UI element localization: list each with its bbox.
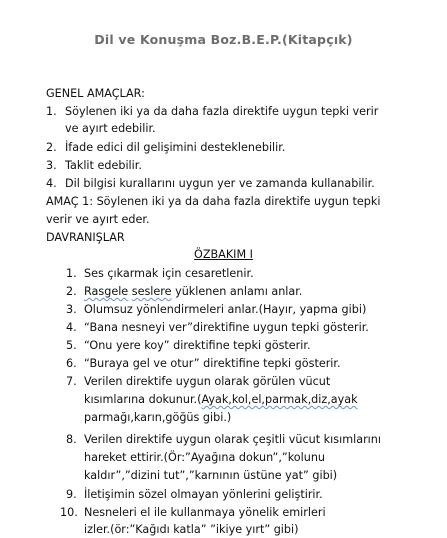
behavior-text: “Onu yere koy” direktifine tepki gösterir. [84,339,311,352]
list-number: 10. [60,506,78,519]
goal-1-text: AMAÇ 1: Söylenen iki ya da daha fazla direktife uygun tepki [46,195,381,208]
general-goal-text: Taklit edebilir. [65,159,142,172]
behavior-text: İletişimin sözel olmayan yönlerini geliştirir. [84,488,323,501]
behavior-text: Nesneleri el ile kullanmaya yönelik emirleri [84,506,326,519]
behavior-text: Verilen direktife uygun olarak görülen vücut [84,375,331,388]
list-number: 5. [66,339,77,352]
section-title: ÖZBAKIM I [194,248,253,261]
behaviors-heading: DAVRANIŞLAR [46,231,125,244]
list-number: 3. [46,159,57,172]
behavior-text: “Bana nesneyi ver”direktifine uygun tepki gösterir. [84,321,369,334]
goal-1-text: verir ve ayırt eder. [46,213,150,226]
behavior-text: parmağı,karın,göğüs gibi.) [84,411,232,424]
list-number: 8. [66,433,77,446]
behavior-text-part: kısımlarına dokunur.( [84,393,202,406]
list-number: 1. [66,267,77,280]
spellcheck-word: Rasgele [84,285,129,298]
behavior-text [84,392,358,408]
spellcheck-word: seslere [131,285,172,298]
list-number: 2. [46,141,57,154]
behavior-text-rest: yüklenen anlamı anlar. [171,285,303,298]
list-number: 4. [66,321,77,334]
behavior-text: Ses çıkarmak için cesaretlenir. [84,267,254,280]
general-goals-heading: GENEL AMAÇLAR: [46,87,145,100]
document-title: Dil ve Konuşma Boz.B.E.P.(Kitapçık) [94,32,353,47]
general-goal-text: Söylenen iki ya da daha fazla direktife uygun tepki verir [65,105,379,118]
behavior-text: “Buraya gel ve otur” direktifine tepki gösterir. [84,357,341,370]
behavior-text: Verilen direktife uygun olarak çeşitli vücut kısımlarını [84,433,381,446]
list-number: 6. [66,357,77,370]
general-goal-text: ve ayırt edebilir. [65,122,156,135]
list-number: 1. [46,105,57,118]
list-number: 4. [46,177,57,190]
list-number: 2. [66,285,77,298]
list-number: 3. [66,303,77,316]
list-number: 7. [66,375,77,388]
behavior-text: kaldır”,”dizini tut”,”karnının üstüne yat” gibi) [84,469,338,482]
list-number: 9. [66,488,77,501]
behavior-text: hareket ettirir.(Ör:”Ayağına dokun”,”kolunu [84,451,326,464]
behavior-text [84,284,302,300]
behavior-text: Olumsuz yönlendirmeleri anlar.(Hayır, yapma gibi) [84,303,367,316]
general-goal-text: İfade edici dil gelişimini desteklenebilir. [65,141,286,154]
behavior-text: izler.(ör:”Kağıdı katla” ”ikiye yırt” gibi) [84,523,299,536]
spellcheck-word: Ayak,kol,el,parmak,diz,ayak [201,393,358,406]
general-goal-text: Dil bilgisi kurallarını uygun yer ve zamanda kullanabilir. [65,177,375,190]
